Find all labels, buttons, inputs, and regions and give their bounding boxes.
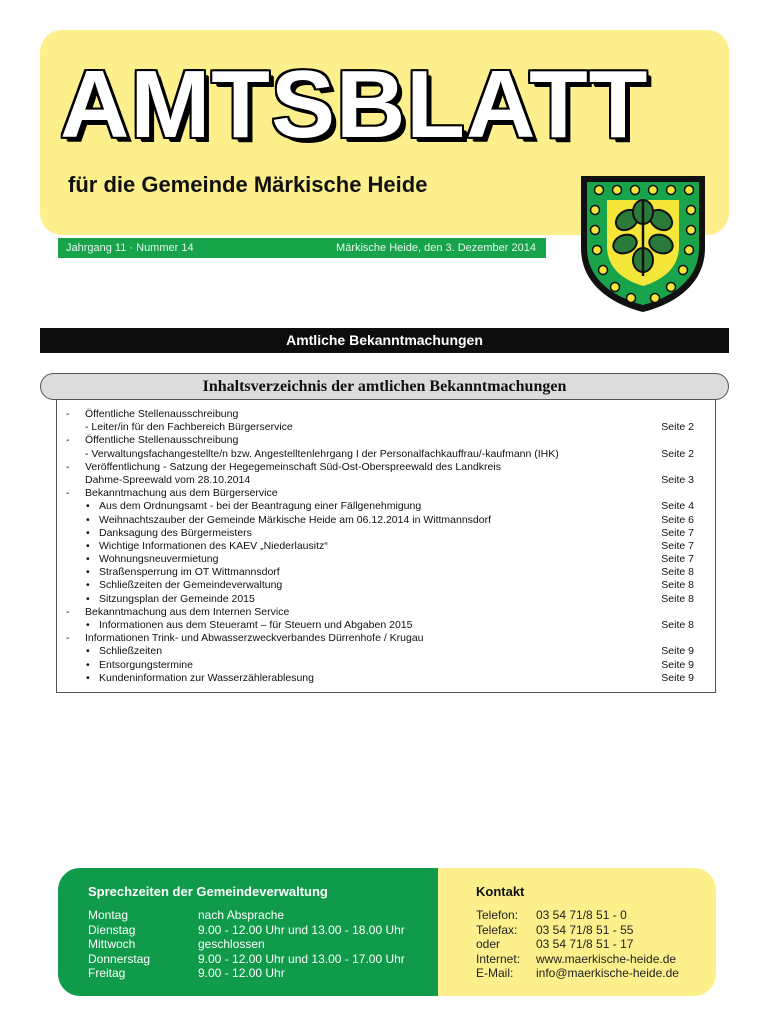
- contact-label: Internet:: [476, 951, 521, 966]
- toc-entry-page: Seite 3: [661, 473, 694, 486]
- toc-entry-text: Dahme-Spreewald vom 28.10.2014: [85, 473, 251, 486]
- toc-entry-text: Öffentliche Stellenausschreibung: [85, 434, 239, 447]
- toc-entry-marker: •: [86, 658, 90, 671]
- toc-entry: [66, 500, 694, 513]
- contact-label: oder: [476, 937, 501, 952]
- toc-entry-page: Seite 2: [661, 447, 694, 460]
- masthead-title: AMTSBLATT: [60, 51, 649, 158]
- toc-entry: [66, 474, 694, 487]
- toc-entry-text: Bekanntmachung aus dem Internen Service: [85, 605, 290, 618]
- toc-entry: [66, 421, 694, 434]
- toc-entry: [66, 659, 694, 672]
- toc-list: [66, 408, 694, 685]
- toc-entry-page: Seite 8: [661, 619, 694, 631]
- toc-entry-marker: •: [86, 579, 90, 592]
- toc-entry-text: - Verwaltungsfachangestellte/n bzw. Angestelltenlehrgang I der Personalfachkauffrau/-kaufmann (IHK): [85, 447, 559, 460]
- toc-entry-text: Aus dem Ordnungsamt - bei der Beantragung einer Fällgenehmigung: [99, 500, 422, 513]
- toc-entry: [66, 606, 694, 619]
- contact-value: www.maerkische-heide.de: [536, 951, 677, 966]
- contact-row: [476, 923, 716, 938]
- toc-entry: [66, 579, 694, 592]
- toc-entry-text: Sitzungsplan der Gemeinde 2015: [99, 592, 255, 605]
- contact-row: [476, 908, 716, 923]
- contact-value: 03 54 71/8 51 - 17: [536, 937, 634, 952]
- toc-entry-text: Danksagung des Bürgermeisters: [99, 526, 252, 539]
- office-hours-time: geschlossen: [198, 937, 265, 952]
- toc-entry: [66, 408, 694, 421]
- contact-value: info@maerkische-heide.de: [536, 966, 679, 981]
- toc-entry: [66, 487, 694, 500]
- contact-list: [476, 908, 716, 981]
- office-hours-time: nach Absprache: [198, 908, 285, 922]
- office-hours-day: Donnerstag: [88, 951, 151, 966]
- section-heading-amtliche-bekanntmachungen: Amtliche Bekanntmachungen: [40, 328, 729, 353]
- toc-entry-text: Entsorgungstermine: [99, 658, 193, 671]
- toc-entry: [66, 461, 694, 474]
- toc-entry-page: Seite 2: [661, 421, 694, 434]
- toc-entry-page: Seite 9: [661, 645, 694, 658]
- masthead-subtitle: für die Gemeinde Märkische Heide: [68, 172, 428, 197]
- toc-entry-text: Informationen Trink- und Abwasserzweckverbandes Dürrenhofe / Krugau: [85, 632, 424, 645]
- office-hours-day: Freitag: [88, 966, 126, 981]
- toc-entry: [66, 645, 694, 658]
- contact-panel: [438, 868, 716, 996]
- toc-entry-page: Seite 7: [661, 553, 694, 566]
- toc-entry: [66, 672, 694, 685]
- toc-entry-text: Informationen aus dem Steueramt – für Steuern und Abgaben 2015: [99, 619, 413, 631]
- toc-entry-marker: •: [86, 513, 90, 526]
- toc-entry-marker: •: [86, 539, 90, 552]
- contact-value: 03 54 71/8 51 - 55: [536, 922, 634, 937]
- toc-entry-text: Kundeninformation zur Wasserzählerablesung: [99, 671, 314, 684]
- toc-entry-marker: -: [66, 408, 70, 420]
- toc-entry: [66, 448, 694, 461]
- contact-label: Telefon:: [476, 908, 519, 922]
- office-hours-time: 9.00 - 12.00 Uhr und 13.00 - 18.00 Uhr: [198, 922, 405, 937]
- toc-entry: [66, 434, 694, 447]
- toc-title: Inhaltsverzeichnis der amtlichen Bekanntmachungen: [40, 373, 729, 400]
- toc-entry-page: Seite 6: [661, 513, 694, 526]
- toc-entry: [66, 593, 694, 606]
- toc-entry-text: Wohnungsneuvermietung: [99, 553, 219, 566]
- contact-row: [476, 952, 716, 967]
- toc-entry-text: Schließzeiten: [99, 645, 163, 658]
- toc-entry-marker: •: [86, 500, 90, 513]
- toc-entry-marker: •: [86, 671, 90, 684]
- office-hours-day: Dienstag: [88, 922, 136, 937]
- toc-entry: [66, 540, 694, 553]
- contact-value: 03 54 71/8 51 - 0: [536, 908, 627, 922]
- toc-entry: [66, 619, 694, 632]
- toc-entry-marker: •: [86, 553, 90, 566]
- toc-entry-marker: -: [66, 632, 70, 645]
- contact-label: Telefax:: [476, 922, 518, 937]
- toc-entry-page: Seite 8: [661, 592, 694, 605]
- toc-entry-page: Seite 7: [661, 539, 694, 552]
- issue-bar: [58, 238, 546, 258]
- toc-entry-text: Öffentliche Stellenausschreibung: [85, 408, 239, 420]
- toc-entry-marker: •: [86, 526, 90, 539]
- office-hours-time: 9.00 - 12.00 Uhr: [198, 966, 285, 981]
- toc-entry-marker: •: [86, 566, 90, 579]
- contact-label: E-Mail:: [476, 966, 514, 981]
- toc-entry-marker: -: [66, 434, 70, 447]
- toc-entry: [66, 514, 694, 527]
- issue-place-date: Märkische Heide, den 3. Dezember 2014: [336, 242, 536, 254]
- toc-entry-page: Seite 8: [661, 579, 694, 592]
- toc-entry-page: Seite 9: [661, 671, 694, 684]
- toc-entry-page: Seite 4: [661, 500, 694, 513]
- coat-of-arms-icon: [577, 172, 709, 316]
- toc-entry-text: Schließzeiten der Gemeindeverwaltung: [99, 579, 283, 592]
- office-hours-title: Sprechzeiten der Gemeindeverwaltung: [88, 884, 328, 899]
- toc-entry-text: Wichtige Informationen des KAEV „Niederlausitz“: [99, 539, 328, 552]
- office-hours-day: Mittwoch: [88, 937, 136, 952]
- toc-entry: [66, 566, 694, 579]
- contact-row: [476, 937, 716, 952]
- issue-number: Jahrgang 11 · Nummer 14: [66, 242, 194, 254]
- toc-entry-marker: -: [66, 605, 70, 618]
- contact-title: Kontakt: [476, 884, 525, 899]
- toc-entry-text: - Leiter/in für den Fachbereich Bürgerservice: [85, 421, 293, 434]
- toc-entry: [66, 527, 694, 540]
- toc-entry-marker: •: [86, 619, 90, 631]
- toc-entry-page: Seite 9: [661, 658, 694, 671]
- office-hours-day: Montag: [88, 908, 129, 922]
- toc-entry-marker: -: [66, 460, 70, 473]
- contact-row: [476, 966, 716, 981]
- toc-entry-page: Seite 7: [661, 526, 694, 539]
- toc-entry-marker: •: [86, 645, 90, 658]
- toc-entry-text: Straßensperrung im OT Wittmannsdorf: [99, 566, 280, 579]
- toc-entry-page: Seite 8: [661, 566, 694, 579]
- toc-entry-text: Veröffentlichung - Satzung der Hegegemeinschaft Süd-Ost-Oberspreewald des Landkreis: [85, 460, 501, 473]
- office-hours-time: 9.00 - 12.00 Uhr und 13.00 - 17.00 Uhr: [198, 951, 405, 966]
- toc-entry-text: Weihnachtszauber der Gemeinde Märkische Heide am 06.12.2014 in Wittmannsdorf: [99, 513, 492, 526]
- toc-entry-marker: -: [66, 487, 70, 500]
- toc-entry-marker: •: [86, 592, 90, 605]
- toc-entry-text: Bekanntmachung aus dem Bürgerservice: [85, 487, 278, 500]
- toc-entry: [66, 632, 694, 645]
- office-hours-panel: [58, 868, 438, 996]
- toc-entry: [66, 553, 694, 566]
